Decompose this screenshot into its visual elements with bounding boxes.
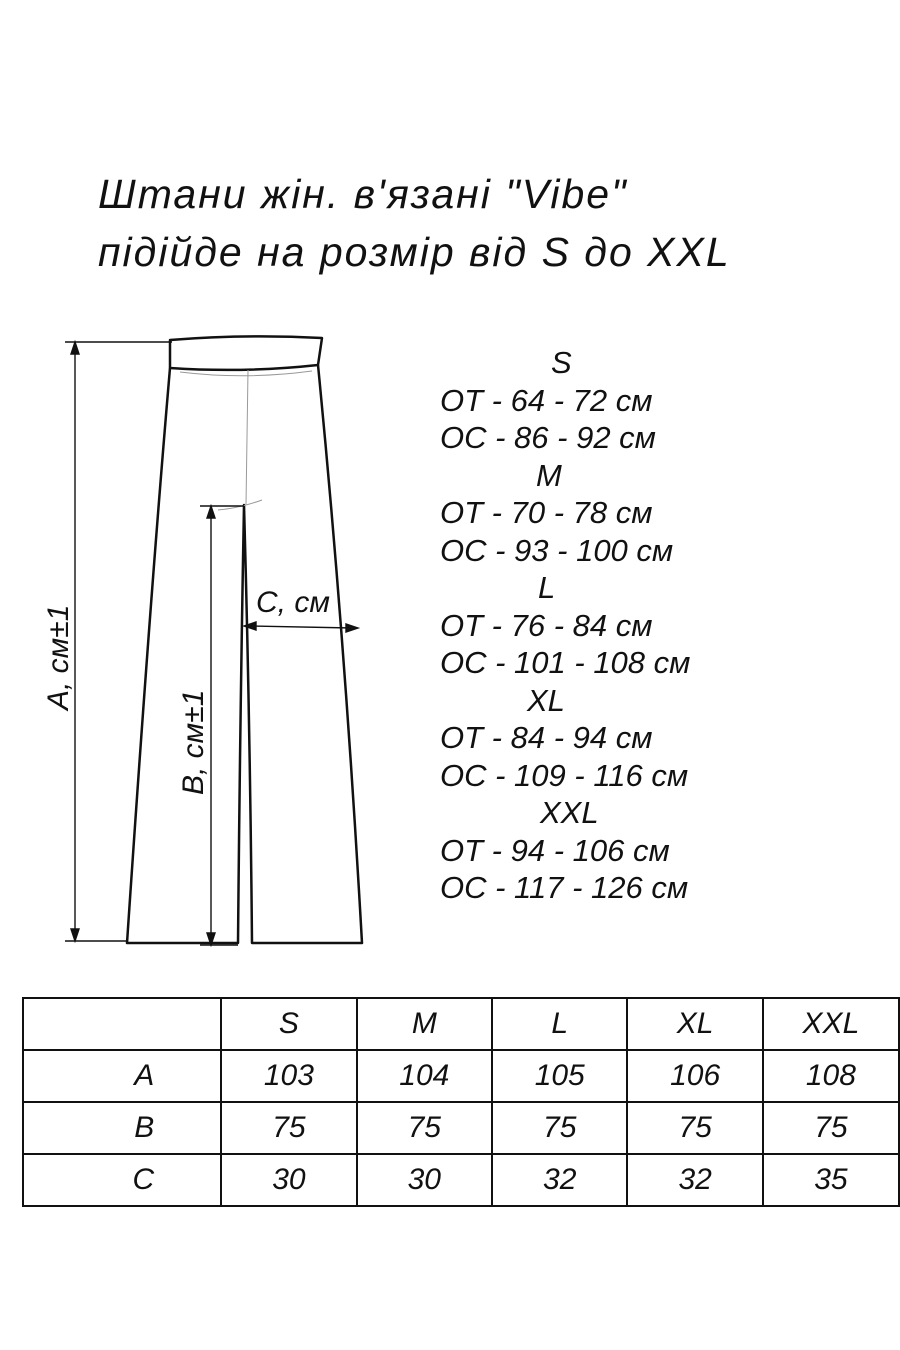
title-line-1: Штани жін. в'язані "Vibe": [98, 171, 628, 217]
table-header-cell: S: [221, 998, 356, 1050]
size-block-xl: [440, 682, 740, 795]
table-cell: 75: [627, 1102, 762, 1154]
table-header-row: [23, 998, 899, 1050]
table-header-cell: XXL: [763, 998, 899, 1050]
table-cell: 108: [763, 1050, 899, 1102]
table-row: [23, 1102, 899, 1154]
size-name: XL: [527, 682, 565, 718]
table-cell: 105: [492, 1050, 627, 1102]
table-corner-cell: [23, 998, 221, 1050]
table-cell: 75: [357, 1102, 492, 1154]
product-title: [98, 165, 878, 281]
table-row: [23, 1154, 899, 1206]
table-cell: 32: [492, 1154, 627, 1206]
dimension-a: [65, 342, 172, 941]
table-row: [23, 1050, 899, 1102]
size-name: L: [538, 570, 556, 605]
waist-range: ОТ - 64 - 72 см: [440, 382, 653, 418]
pants-outline: [127, 336, 362, 943]
table-header-cell: XL: [627, 998, 762, 1050]
hip-range: ОС - 117 - 126 см: [440, 870, 689, 905]
table-row-label: A: [23, 1050, 221, 1102]
size-block-l: [440, 569, 740, 682]
size-block-xxl: [440, 794, 740, 907]
waistband: [170, 336, 322, 370]
table-cell: 32: [627, 1154, 762, 1206]
table-cell: 75: [763, 1102, 899, 1154]
table-cell: 30: [221, 1154, 356, 1206]
size-block-s: [440, 344, 740, 457]
label-b: B, см±1: [177, 689, 210, 795]
title-line-2: підійде на розмір від S до XXL: [98, 229, 731, 275]
pants-diagram: [0, 320, 430, 960]
table-header-cell: L: [492, 998, 627, 1050]
size-name: XXL: [540, 795, 599, 830]
size-table: [22, 997, 900, 1207]
hip-range: ОС - 86 - 92 см: [440, 420, 656, 455]
label-a: A, см±1: [42, 604, 75, 710]
table-row-label: B: [23, 1102, 221, 1154]
table-cell: 35: [763, 1154, 899, 1206]
waist-range: ОТ - 76 - 84 см: [440, 607, 653, 643]
table-cell: 104: [357, 1050, 492, 1102]
table-row-label: C: [23, 1154, 221, 1206]
hip-range: ОС - 109 - 116 см: [440, 757, 689, 793]
size-block-m: [440, 457, 740, 570]
waist-range: ОТ - 84 - 94 см: [440, 720, 653, 755]
size-ranges: [440, 344, 740, 907]
hip-range: ОС - 93 - 100 см: [440, 532, 674, 568]
waist-range: ОТ - 70 - 78 см: [440, 495, 653, 530]
table-cell: 75: [492, 1102, 627, 1154]
table-header-cell: M: [357, 998, 492, 1050]
table-cell: 106: [627, 1050, 762, 1102]
pants-body: [127, 365, 362, 943]
waist-range: ОТ - 94 - 106 см: [440, 832, 670, 868]
pants-seams: [180, 370, 312, 510]
size-name: S: [551, 345, 572, 380]
table-cell: 103: [221, 1050, 356, 1102]
table-cell: 30: [357, 1154, 492, 1206]
label-c: C, см: [256, 586, 330, 619]
hip-range: ОС - 101 - 108 см: [440, 645, 691, 680]
size-name: M: [536, 457, 562, 493]
table-cell: 75: [221, 1102, 356, 1154]
